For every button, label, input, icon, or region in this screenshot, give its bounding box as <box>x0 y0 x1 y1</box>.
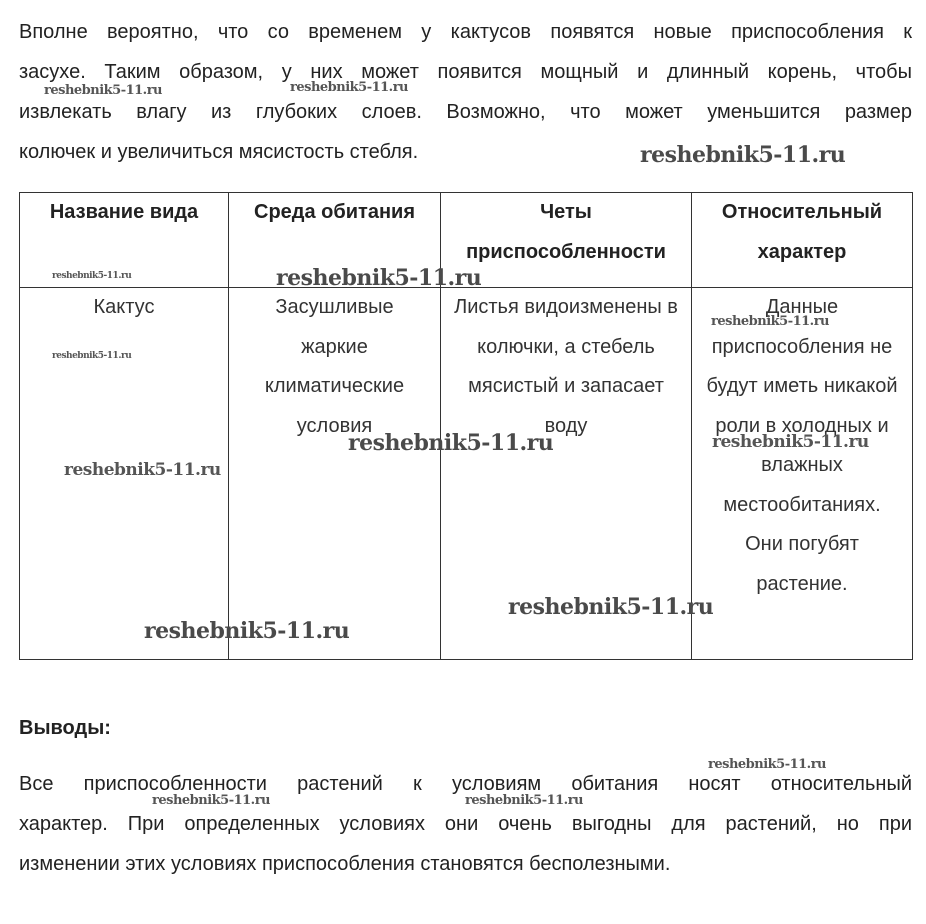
cell-habitat: Засушливые жаркие климатические условия <box>229 288 441 660</box>
cell-adaptations: Листья видоизменены в колючки, а стебель мясистый и запасает воду <box>441 288 692 660</box>
watermark: reshebnik5-11.ru <box>708 757 827 772</box>
intro-line: Вполне вероятно, что со временем у кактусов появятся новые приспособления к <box>19 21 912 43</box>
watermark: reshebnik5-11.ru <box>44 83 163 98</box>
watermark: reshebnik5-11.ru <box>144 618 350 644</box>
watermark: reshebnik5-11.ru <box>711 314 830 329</box>
cell-relative-character: Данные приспособления не будут иметь никакой роли в холодных и влажных местообитаниях. Они погубят растение. <box>692 288 913 660</box>
header-species-name: Название вида <box>20 193 229 288</box>
watermark: reshebnik5-11.ru <box>290 80 409 95</box>
adaptation-table <box>19 192 913 660</box>
watermark: reshebnik5-11.ru <box>64 460 221 480</box>
watermark: reshebnik5-11.ru <box>152 793 271 808</box>
watermark: reshebnik5-11.ru <box>52 271 132 281</box>
header-relative-character: Относительный характер <box>692 193 913 288</box>
conclusion-paragraph <box>19 764 912 884</box>
conclusion-line: Все приспособленности растений к условиям обитания носят относительный <box>19 773 912 795</box>
intro-line: засухе. Таким образом, у них может появится мощный и длинный корень, чтобы <box>19 61 912 83</box>
conclusion-line: изменении этих условиях приспособления становятся бесполезными. <box>19 853 671 875</box>
intro-line: колючек и увеличиться мясистость стебля. <box>19 141 419 163</box>
watermark: reshebnik5-11.ru <box>712 432 869 452</box>
watermark: reshebnik5-11.ru <box>276 265 482 291</box>
watermark: reshebnik5-11.ru <box>508 594 714 620</box>
intro-line: извлекать влагу из глубоких слоев. Возможно, что может уменьшится размер <box>19 101 912 123</box>
conclusion-title: Выводы: <box>19 717 111 739</box>
watermark: reshebnik5-11.ru <box>348 430 554 456</box>
watermark: reshebnik5-11.ru <box>52 351 132 361</box>
watermark: reshebnik5-11.ru <box>640 142 846 168</box>
watermark: reshebnik5-11.ru <box>465 793 584 808</box>
cell-species: Кактус <box>20 288 229 660</box>
header-habitat: Среда обитания <box>229 193 441 288</box>
conclusion-line: характер. При определенных условиях они очень выгодны для растений, но при <box>19 813 912 835</box>
header-adaptation-features: Четы приспособленности <box>441 193 692 288</box>
